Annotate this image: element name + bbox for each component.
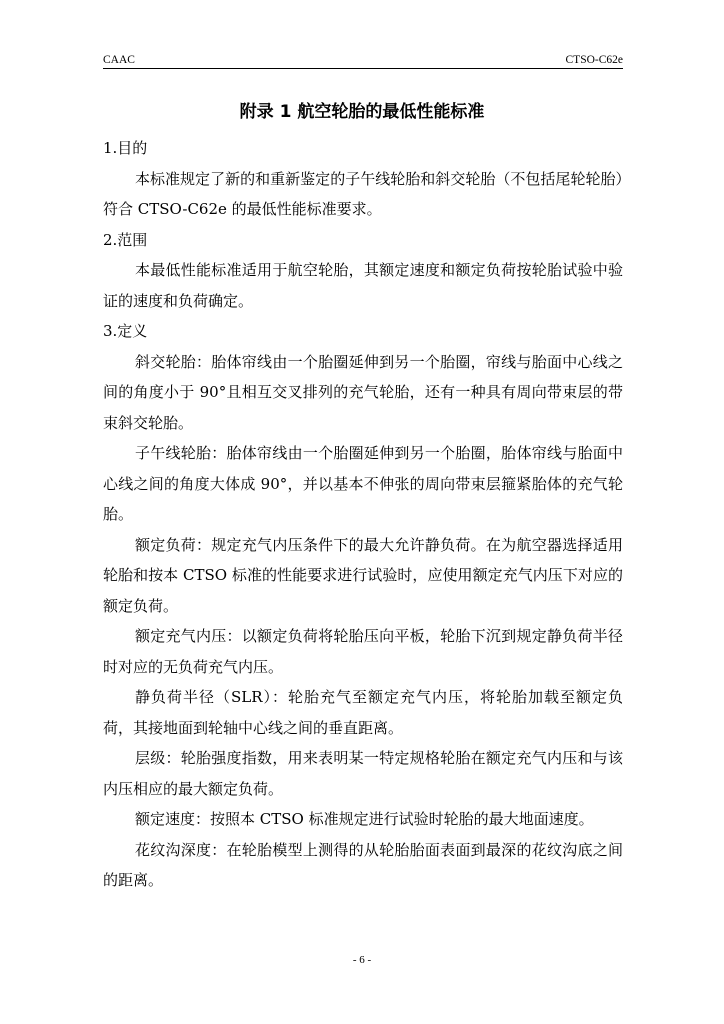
page-title: 附录 1 航空轮胎的最低性能标准	[239, 102, 485, 122]
section-heading-purpose: 1.目的	[103, 139, 148, 157]
document-body	[103, 133, 623, 896]
header-left: CAAC	[103, 54, 135, 66]
definition-rated-speed: 额定速度：按照本 CTSO 标准规定进行试验时轮胎的最大地面速度。	[135, 810, 594, 828]
paragraph: 本最低性能标准适用于航空轮胎，其额定速度和额定负荷按轮胎试验中验证的速度和负荷确定。	[103, 261, 623, 310]
section-heading-scope: 2.范围	[103, 230, 148, 249]
definition-bias-tire: 斜交轮胎：胎体帘线由一个胎圈延伸到另一个胎圈，帘线与胎面中心线之间的角度小于 90°且相互交叉排列的充气轮胎，还有一种具有周向带束层的带束斜交轮胎。	[103, 352, 623, 432]
section-heading-definitions: 3.定义	[103, 322, 148, 340]
page-number: - 6 -	[352, 954, 372, 966]
definition-rated-pressure: 额定充气内压：以额定负荷将轮胎压向平板，轮胎下沉到规定静负荷半径时对应的无负荷充气内压。	[103, 627, 623, 676]
header-right: CTSO-C62e	[565, 54, 623, 66]
definition-static-loaded-radius: 静负荷半径（SLR）：轮胎充气至额定充气内压，将轮胎加载至额定负荷，其接地面到轮轴中心线之间的垂直距离。	[103, 688, 623, 737]
definition-radial-tire: 子午线轮胎：胎体帘线由一个胎圈延伸到另一个胎圈，胎体帘线与胎面中心线之间的角度大体成 90°，并以基本不伸张的周向带束层箍紧胎体的充气轮胎。	[103, 444, 623, 523]
definition-rated-load: 额定负荷：规定充气内压条件下的最大允许静负荷。在为航空器选择适用轮胎和按本 CTSO 标准的性能要求进行试验时，应使用额定充气内压下对应的额定负荷。	[103, 535, 623, 615]
paragraph: 本标准规定了新的和重新鉴定的子午线轮胎和斜交轮胎（不包括尾轮轮胎）符合 CTSO-C62e 的最低性能标准要求。	[103, 169, 623, 218]
definition-ply-rating: 层级：轮胎强度指数，用来表明某一特定规格轮胎在额定充气内压和与该内压相应的最大额定负荷。	[103, 749, 623, 798]
definition-groove-depth: 花纹沟深度：在轮胎模型上测得的从轮胎胎面表面到最深的花纹沟底之间的距离。	[103, 840, 623, 889]
page-header	[103, 54, 623, 69]
